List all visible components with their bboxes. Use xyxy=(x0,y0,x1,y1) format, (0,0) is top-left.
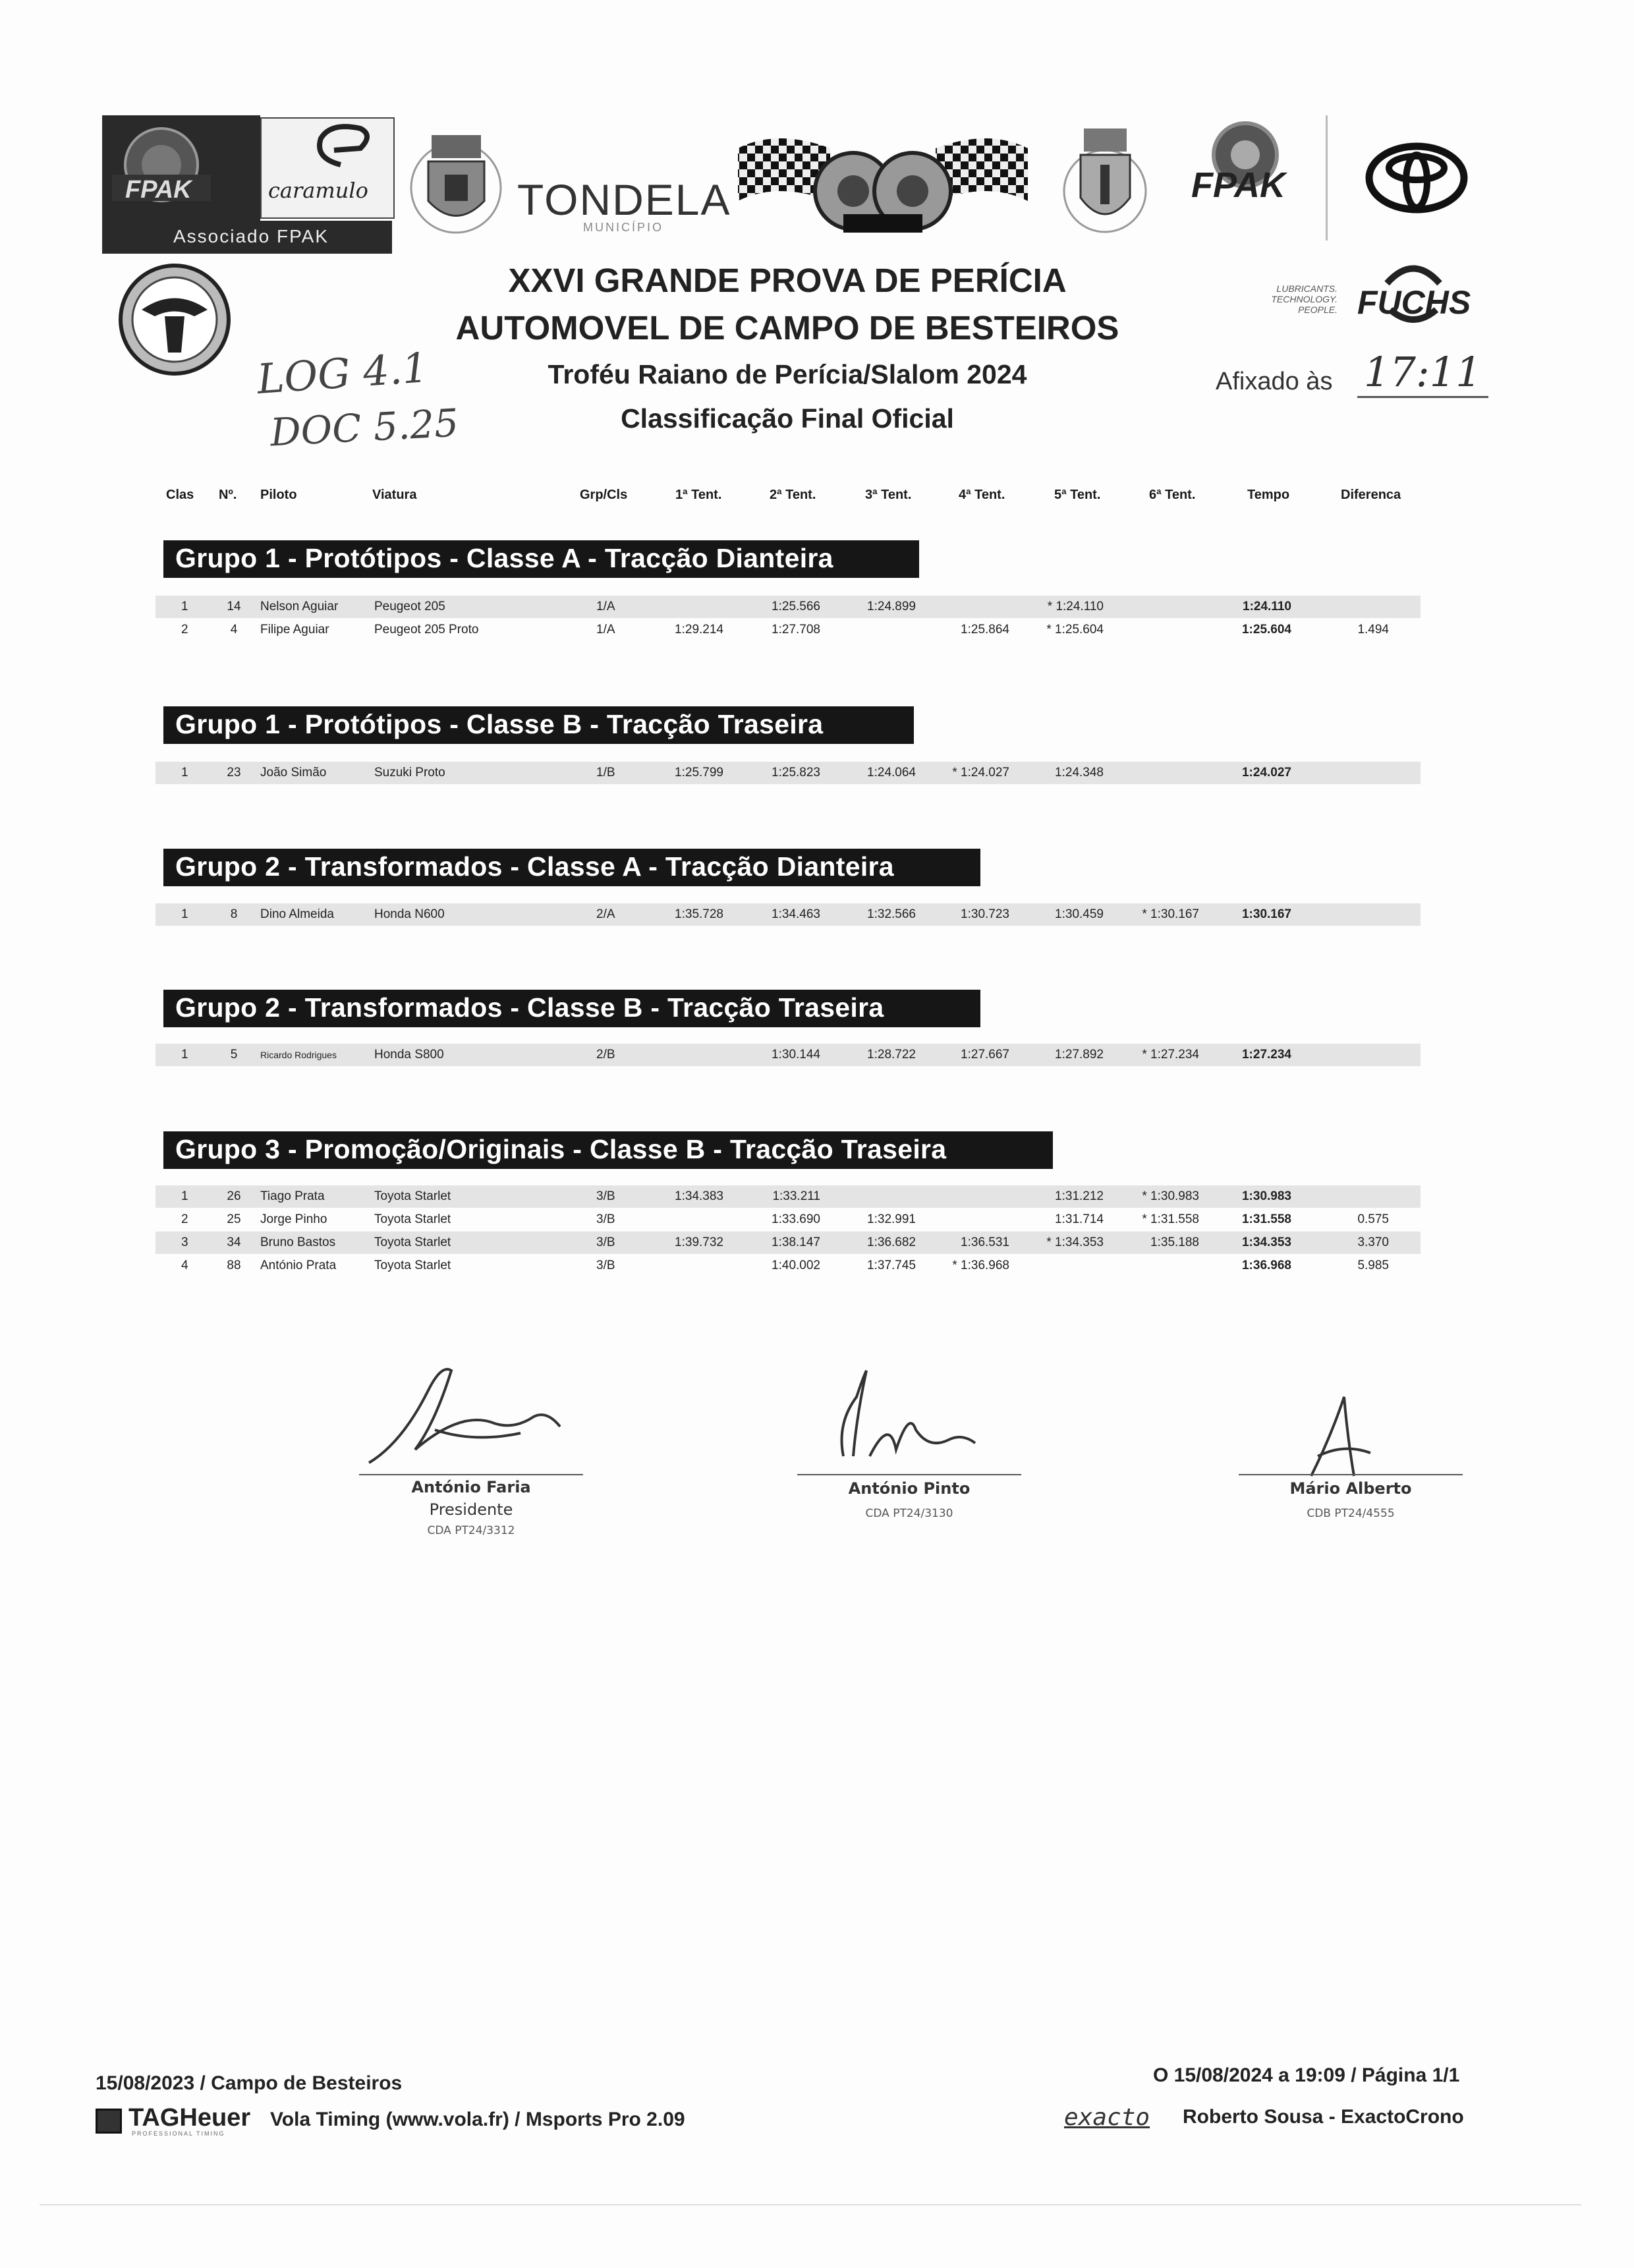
cell-t2: 1:33.690 xyxy=(772,1212,820,1226)
cell-num: 26 xyxy=(227,1189,241,1203)
cell-viatura: Toyota Starlet xyxy=(374,1259,451,1272)
footer-date-location: 15/08/2023 / Campo de Besteiros xyxy=(96,2072,403,2094)
cell-viatura: Peugeot 205 Proto xyxy=(374,623,479,637)
cell-grp: 2/B xyxy=(596,1048,615,1062)
cell-t6: * 1:31.558 xyxy=(1142,1212,1199,1226)
signer-id: CDA PT24/3130 xyxy=(865,1507,953,1520)
cell-t2: 1:25.566 xyxy=(772,600,820,613)
cell-clas: 3 xyxy=(181,1235,188,1249)
col-diferenca: Diferenca xyxy=(1341,488,1401,502)
col-t5: 5ª Tent. xyxy=(1054,488,1101,502)
cell-grp: 3/B xyxy=(596,1189,615,1203)
col-grp: Grp/Cls xyxy=(580,488,628,502)
cell-viatura: Suzuki Proto xyxy=(374,766,445,780)
cell-clas: 1 xyxy=(181,600,188,613)
cell-t3: 1:32.991 xyxy=(867,1212,916,1226)
classification-title: Classificação Final Oficial xyxy=(621,403,954,434)
signature-pinto-scribble xyxy=(817,1357,988,1473)
cell-piloto: Ricardo Rodrigues xyxy=(260,1050,337,1060)
cell-num: 23 xyxy=(227,766,241,780)
cell-t6: * 1:30.983 xyxy=(1142,1189,1199,1203)
cell-dif: 1.494 xyxy=(1357,623,1389,637)
title-line-1: XXVI GRANDE PROVA DE PERÍCIA xyxy=(508,262,1067,299)
cell-viatura: Toyota Starlet xyxy=(374,1212,451,1226)
cell-t6: * 1:27.234 xyxy=(1142,1048,1199,1062)
cell-t5: 1:31.714 xyxy=(1055,1212,1104,1226)
cell-clas: 2 xyxy=(181,1212,188,1226)
cell-t2: 1:33.211 xyxy=(772,1189,820,1203)
cell-t2: 1:30.144 xyxy=(772,1048,820,1062)
cell-grp: 1/B xyxy=(596,766,615,780)
signature-block-3 xyxy=(1229,1479,1473,1520)
tondela-text: TONDELA xyxy=(517,175,731,224)
vertical-divider xyxy=(1326,115,1328,241)
cell-viatura: Toyota Starlet xyxy=(374,1189,451,1203)
signer-id: CDB PT24/4555 xyxy=(1307,1507,1395,1520)
cell-dif: 3.370 xyxy=(1357,1235,1389,1249)
cell-t3: 1:28.722 xyxy=(867,1048,916,1062)
cell-t3: 1:24.064 xyxy=(867,766,916,780)
afixado-time: 17:11 xyxy=(1357,348,1488,398)
cell-t3: 1:37.745 xyxy=(867,1259,916,1272)
cell-tempo: 1:36.968 xyxy=(1241,1259,1291,1272)
tagheuer-icon xyxy=(96,2109,122,2134)
cell-tempo: 1:31.558 xyxy=(1241,1212,1291,1226)
cell-num: 88 xyxy=(227,1259,241,1272)
col-t6: 6ª Tent. xyxy=(1149,488,1196,502)
group-title-band: Grupo 1 - Protótipos - Classe B - Tracção Traseira xyxy=(163,706,914,744)
cell-clas: 1 xyxy=(181,1048,188,1062)
cell-t2: 1:40.002 xyxy=(772,1259,820,1272)
cell-num: 34 xyxy=(227,1235,241,1249)
cell-clas: 1 xyxy=(181,766,188,780)
caramulo-text: caramulo xyxy=(268,178,368,203)
caramulo-logo xyxy=(260,117,395,219)
signer-role: Presidente xyxy=(429,1500,513,1519)
cell-grp: 3/B xyxy=(596,1259,615,1272)
group-title-band: Grupo 2 - Transformados - Classe A - Tracção Dianteira xyxy=(163,849,980,886)
signature-block-2 xyxy=(787,1479,1031,1520)
cell-tempo: 1:25.604 xyxy=(1241,623,1291,637)
col-t4: 4ª Tent. xyxy=(959,488,1005,502)
tondela-crest xyxy=(405,122,507,244)
cell-viatura: Honda S800 xyxy=(374,1048,444,1062)
fuchs-tagline: LUBRICANTS. TECHNOLOGY. PEOPLE. xyxy=(1271,283,1338,315)
handwritten-doc: DOC 5.25 xyxy=(269,400,460,455)
cell-t5: 1:30.459 xyxy=(1055,907,1104,921)
cell-num: 8 xyxy=(230,907,238,921)
cell-t1: 1:35.728 xyxy=(675,907,723,921)
cell-dif: 0.575 xyxy=(1357,1212,1389,1226)
title-line-2: AUTOMOVEL DE CAMPO DE BESTEIROS xyxy=(455,309,1119,347)
cell-tempo: 1:34.353 xyxy=(1241,1235,1291,1249)
signature-line-1 xyxy=(359,1474,583,1475)
cell-grp: 1/A xyxy=(596,600,615,613)
cell-t5: * 1:34.353 xyxy=(1046,1235,1104,1249)
cell-t3: 1:36.682 xyxy=(867,1235,916,1249)
cell-piloto: Jorge Pinho xyxy=(260,1212,327,1226)
associado-bar xyxy=(102,221,392,254)
fuchs-text: FUCHS xyxy=(1357,284,1471,321)
cell-num: 14 xyxy=(227,600,241,613)
fpak-logo-right xyxy=(1179,115,1311,247)
col-clas: Clas xyxy=(166,488,194,502)
cell-t2: 1:27.708 xyxy=(772,623,820,637)
cell-t1: 1:34.383 xyxy=(675,1189,723,1203)
afixado-label: Afixado às xyxy=(1216,368,1333,395)
col-t2: 2ª Tent. xyxy=(770,488,816,502)
signature-line-3 xyxy=(1239,1474,1463,1475)
handwritten-log: LOG 4.1 xyxy=(255,343,430,403)
cell-t4: * 1:24.027 xyxy=(952,766,1009,780)
group-title-band: Grupo 2 - Transformados - Classe B - Tracção Traseira xyxy=(163,990,980,1027)
cell-t5: 1:31.212 xyxy=(1055,1189,1104,1203)
cell-t5: 1:27.892 xyxy=(1055,1048,1104,1062)
cell-viatura: Peugeot 205 xyxy=(374,600,445,613)
cell-num: 5 xyxy=(230,1048,238,1062)
cell-t1: 1:39.732 xyxy=(675,1235,723,1249)
col-num: Nº. xyxy=(219,488,237,502)
cell-clas: 1 xyxy=(181,907,188,921)
cell-t4: * 1:36.968 xyxy=(952,1259,1009,1272)
cell-piloto: Dino Almeida xyxy=(260,907,334,921)
cell-viatura: Honda N600 xyxy=(374,907,445,921)
cell-grp: 3/B xyxy=(596,1212,615,1226)
cell-t4: 1:25.864 xyxy=(961,623,1009,637)
fpak-badge xyxy=(105,122,217,221)
cell-piloto: Tiago Prata xyxy=(260,1189,325,1203)
col-t1: 1ª Tent. xyxy=(675,488,722,502)
cell-clas: 2 xyxy=(181,623,188,637)
signature-block-1 xyxy=(349,1478,593,1537)
cell-t5: * 1:24.110 xyxy=(1047,600,1104,613)
cell-tempo: 1:24.110 xyxy=(1243,600,1291,613)
eagle-emblem xyxy=(115,260,234,379)
fpak-right-text: FPAK xyxy=(1191,165,1285,205)
cell-t6: 1:35.188 xyxy=(1150,1235,1199,1249)
cell-t2: 1:38.147 xyxy=(772,1235,820,1249)
cell-grp: 2/A xyxy=(596,907,615,921)
cell-piloto: João Simão xyxy=(260,766,327,780)
trophy-subtitle: Troféu Raiano de Perícia/Slalom 2024 xyxy=(548,359,1027,389)
cell-tempo: 1:24.027 xyxy=(1241,766,1291,780)
footer-timing-software: Vola Timing (www.vola.fr) / Msports Pro 2.09 xyxy=(270,2109,685,2130)
besteiros-crest xyxy=(1061,119,1150,250)
group-title-band: Grupo 1 - Protótipos - Classe A - Tracção Dianteira xyxy=(163,540,919,578)
event-title xyxy=(395,257,1179,352)
footer-operator: Roberto Sousa - ExactoCrono xyxy=(1183,2106,1464,2128)
exacto-logo: exacto xyxy=(1064,2104,1150,2131)
cell-t4: 1:36.531 xyxy=(961,1235,1009,1249)
cell-tempo: 1:30.983 xyxy=(1241,1189,1291,1203)
cell-t5: * 1:25.604 xyxy=(1046,623,1104,637)
cell-tempo: 1:27.234 xyxy=(1241,1048,1291,1062)
footer-print-info: O 15/08/2024 a 19:09 / Página 1/1 xyxy=(1153,2064,1460,2086)
municipio-text: MUNICÍPIO xyxy=(583,221,664,234)
cell-t4: 1:27.667 xyxy=(961,1048,1009,1062)
toyota-logo xyxy=(1364,142,1469,214)
cell-t5: 1:24.348 xyxy=(1055,766,1104,780)
cell-piloto: Nelson Aguiar xyxy=(260,600,339,613)
tagheuer-sub: PROFESSIONAL TIMING xyxy=(132,2130,225,2137)
cell-clas: 4 xyxy=(181,1259,188,1272)
signature-line-2 xyxy=(797,1474,1021,1475)
signer-name: Mário Alberto xyxy=(1289,1479,1412,1498)
cell-clas: 1 xyxy=(181,1189,188,1203)
cell-num: 25 xyxy=(227,1212,241,1226)
cell-piloto: António Prata xyxy=(260,1259,337,1272)
cell-t6: * 1:30.167 xyxy=(1142,907,1199,921)
cell-grp: 3/B xyxy=(596,1235,615,1249)
cell-t3: 1:32.566 xyxy=(867,907,916,921)
cell-t4: 1:30.723 xyxy=(961,907,1009,921)
cell-piloto: Bruno Bastos xyxy=(260,1235,336,1249)
signature-alberto-scribble xyxy=(1291,1390,1384,1486)
cell-t2: 1:25.823 xyxy=(772,766,820,780)
cell-grp: 1/A xyxy=(596,623,615,637)
bottom-scan-line xyxy=(40,2204,1581,2205)
cell-dif: 5.985 xyxy=(1357,1259,1389,1272)
cell-num: 4 xyxy=(230,623,238,637)
signer-name: António Pinto xyxy=(848,1479,971,1498)
cell-tempo: 1:30.167 xyxy=(1241,907,1291,921)
signer-id: CDA PT24/3312 xyxy=(427,1524,515,1537)
associado-text: Associado FPAK xyxy=(173,226,329,246)
signer-name: António Faria xyxy=(411,1478,531,1496)
fpak-badge-text: FPAK xyxy=(125,176,192,204)
cell-piloto: Filipe Aguiar xyxy=(260,623,329,637)
tagheuer-logo: TAGHeuer xyxy=(128,2104,251,2132)
col-tempo: Tempo xyxy=(1247,488,1290,502)
cell-t1: 1:25.799 xyxy=(675,766,723,780)
cell-t3: 1:24.899 xyxy=(867,600,916,613)
group-title-band: Grupo 3 - Promoção/Originais - Classe B - Tracção Traseira xyxy=(163,1131,1053,1169)
col-t3: 3ª Tent. xyxy=(865,488,912,502)
cell-t1: 1:29.214 xyxy=(675,623,723,637)
checkered-flags-logo xyxy=(731,122,1034,237)
col-piloto: Piloto xyxy=(260,488,297,502)
cell-viatura: Toyota Starlet xyxy=(374,1235,451,1249)
col-viatura: Viatura xyxy=(372,488,417,502)
cell-t2: 1:34.463 xyxy=(772,907,820,921)
signature-faria-scribble xyxy=(362,1351,580,1479)
